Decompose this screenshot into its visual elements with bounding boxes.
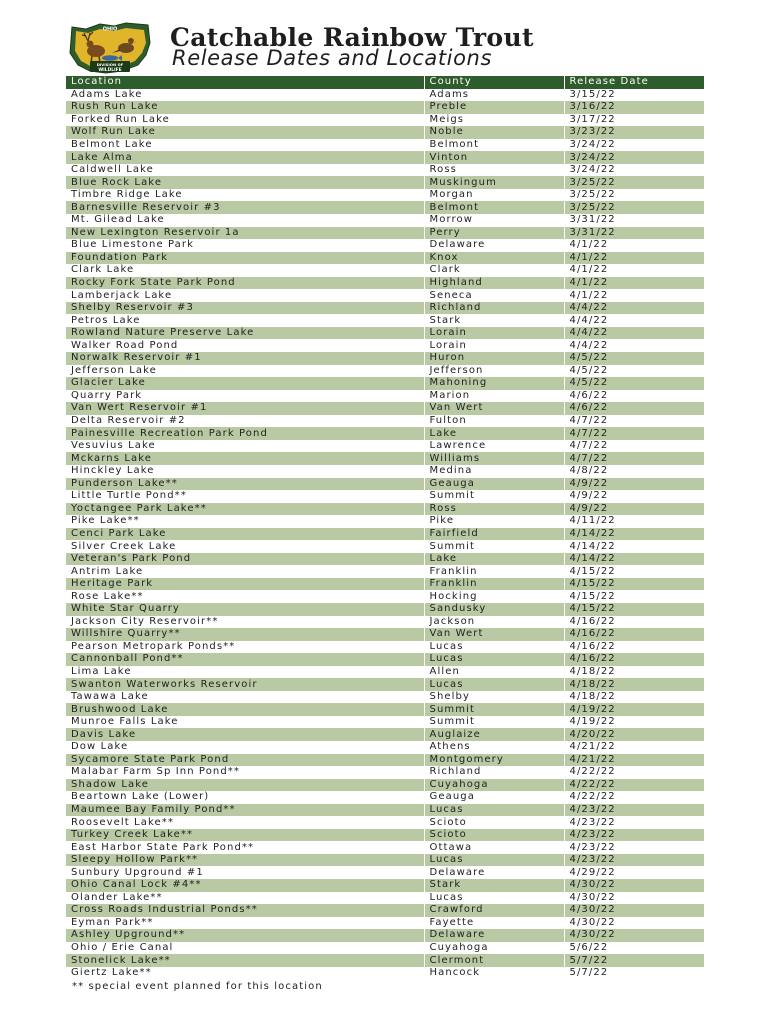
location-cell: Turkey Creek Lake** (66, 829, 424, 842)
table-row (66, 603, 704, 616)
table-row (66, 829, 704, 842)
county-cell: Richland (424, 766, 564, 779)
location-cell: East Harbor State Park Pond** (66, 841, 424, 854)
release-date-cell: 4/20/22 (564, 728, 704, 741)
county-cell: Morgan (424, 189, 564, 202)
county-cell: Meigs (424, 114, 564, 127)
release-date-cell: 4/30/22 (564, 879, 704, 892)
release-date-cell: 4/5/22 (564, 352, 704, 365)
ohio-division-of-wildlife-logo (66, 21, 154, 75)
county-cell: Muskingum (424, 176, 564, 189)
table-row (66, 791, 704, 804)
release-date-cell: 4/14/22 (564, 528, 704, 541)
county-cell: Scioto (424, 829, 564, 842)
county-cell: Stark (424, 314, 564, 327)
table-row (66, 942, 704, 955)
county-cell: Fulton (424, 415, 564, 428)
county-cell: Fairfield (424, 528, 564, 541)
county-cell: Franklin (424, 565, 564, 578)
release-date-cell: 4/19/22 (564, 716, 704, 729)
release-date-cell: 4/30/22 (564, 917, 704, 930)
footnote: ** special event planned for this location (72, 981, 323, 992)
location-cell: Yoctangee Park Lake** (66, 503, 424, 516)
location-cell: Cross Roads Industrial Ponds** (66, 904, 424, 917)
county-cell: Lorain (424, 327, 564, 340)
table-row (66, 227, 704, 240)
table-row (66, 151, 704, 164)
table-row (66, 465, 704, 478)
release-date-cell: 4/23/22 (564, 804, 704, 817)
release-date-cell: 4/15/22 (564, 565, 704, 578)
location-cell: Van Wert Reservoir #1 (66, 402, 424, 415)
county-cell: Adams (424, 89, 564, 102)
table-row (66, 816, 704, 829)
location-cell: Tawawa Lake (66, 691, 424, 704)
release-date-cell: 3/25/22 (564, 176, 704, 189)
county-cell: Huron (424, 352, 564, 365)
location-cell: Heritage Park (66, 578, 424, 591)
location-cell: Veteran's Park Pond (66, 553, 424, 566)
location-cell: Davis Lake (66, 728, 424, 741)
location-cell: Dow Lake (66, 741, 424, 754)
release-date-cell: 4/1/22 (564, 277, 704, 290)
county-cell: Richland (424, 302, 564, 315)
county-cell: Van Wert (424, 402, 564, 415)
column-header-release-date: Release Date (564, 76, 704, 89)
table-row (66, 176, 704, 189)
release-date-cell: 4/22/22 (564, 779, 704, 792)
table-row (66, 678, 704, 691)
location-cell: Rose Lake** (66, 590, 424, 603)
county-cell: Cuyahoga (424, 779, 564, 792)
table-row (66, 503, 704, 516)
release-date-cell: 4/4/22 (564, 327, 704, 340)
county-cell: Shelby (424, 691, 564, 704)
location-cell: Foundation Park (66, 252, 424, 265)
table-row (66, 929, 704, 942)
release-date-cell: 4/22/22 (564, 766, 704, 779)
location-cell: Brushwood Lake (66, 703, 424, 716)
table-row (66, 352, 704, 365)
table-header-row (66, 76, 704, 89)
table-row (66, 302, 704, 315)
county-cell: Geauga (424, 791, 564, 804)
table-row (66, 314, 704, 327)
release-date-cell: 4/8/22 (564, 465, 704, 478)
page-title: Catchable Rainbow Trout (170, 23, 534, 52)
release-date-cell: 4/14/22 (564, 553, 704, 566)
release-date-cell: 3/23/22 (564, 126, 704, 139)
county-cell: Clark (424, 264, 564, 277)
release-date-cell: 3/15/22 (564, 89, 704, 102)
county-cell: Lawrence (424, 440, 564, 453)
table-row (66, 201, 704, 214)
table-row (66, 892, 704, 905)
location-cell: Vesuvius Lake (66, 440, 424, 453)
table-row (66, 189, 704, 202)
release-date-cell: 3/24/22 (564, 139, 704, 152)
logo-bottom-text-1: DIVISION OF (96, 62, 124, 67)
location-cell: Blue Rock Lake (66, 176, 424, 189)
county-cell: Hancock (424, 967, 564, 980)
table-row (66, 616, 704, 629)
release-date-cell: 3/31/22 (564, 227, 704, 240)
release-date-cell: 3/25/22 (564, 189, 704, 202)
release-table-container (66, 76, 704, 979)
release-date-cell: 4/16/22 (564, 628, 704, 641)
release-date-cell: 4/23/22 (564, 841, 704, 854)
table-row (66, 628, 704, 641)
table-row (66, 427, 704, 440)
release-date-cell: 4/5/22 (564, 365, 704, 378)
location-cell: Clark Lake (66, 264, 424, 277)
logo-bottom-text-2: WILDLIFE (98, 68, 122, 73)
release-date-cell: 4/21/22 (564, 741, 704, 754)
location-cell: Rowland Nature Preserve Lake (66, 327, 424, 340)
table-row (66, 691, 704, 704)
location-cell: Olander Lake** (66, 892, 424, 905)
release-date-cell: 4/21/22 (564, 754, 704, 767)
county-cell: Summit (424, 490, 564, 503)
release-date-cell: 4/18/22 (564, 691, 704, 704)
county-cell: Crawford (424, 904, 564, 917)
table-row (66, 854, 704, 867)
table-row (66, 728, 704, 741)
table-row (66, 904, 704, 917)
county-cell: Summit (424, 703, 564, 716)
location-cell: Shelby Reservoir #3 (66, 302, 424, 315)
table-row (66, 365, 704, 378)
county-cell: Jefferson (424, 365, 564, 378)
location-cell: Beartown Lake (Lower) (66, 791, 424, 804)
location-cell: Glacier Lake (66, 377, 424, 390)
table-body (66, 89, 704, 980)
location-cell: Quarry Park (66, 390, 424, 403)
location-cell: Shadow Lake (66, 779, 424, 792)
release-date-cell: 5/7/22 (564, 967, 704, 980)
release-date-cell: 4/1/22 (564, 264, 704, 277)
column-header-county: County (424, 76, 564, 89)
county-cell: Ottawa (424, 841, 564, 854)
county-cell: Lucas (424, 854, 564, 867)
release-date-cell: 4/16/22 (564, 616, 704, 629)
county-cell: Ross (424, 164, 564, 177)
release-date-cell: 4/15/22 (564, 590, 704, 603)
location-cell: Sleepy Hollow Park** (66, 854, 424, 867)
county-cell: Clermont (424, 954, 564, 967)
table-row (66, 377, 704, 390)
county-cell: Geauga (424, 478, 564, 491)
county-cell: Pike (424, 515, 564, 528)
table-row (66, 264, 704, 277)
county-cell: Athens (424, 741, 564, 754)
location-cell: Roosevelt Lake** (66, 816, 424, 829)
county-cell: Lake (424, 553, 564, 566)
release-date-cell: 4/9/22 (564, 490, 704, 503)
release-date-cell: 4/18/22 (564, 666, 704, 679)
county-cell: Lucas (424, 653, 564, 666)
location-cell: Silver Creek Lake (66, 540, 424, 553)
county-cell: Knox (424, 252, 564, 265)
county-cell: Medina (424, 465, 564, 478)
county-cell: Morrow (424, 214, 564, 227)
location-cell: Belmont Lake (66, 139, 424, 152)
county-cell: Lucas (424, 892, 564, 905)
location-cell: Ashley Upground** (66, 929, 424, 942)
release-date-cell: 4/6/22 (564, 402, 704, 415)
county-cell: Seneca (424, 289, 564, 302)
location-cell: Cannonball Pond** (66, 653, 424, 666)
location-cell: Petros Lake (66, 314, 424, 327)
table-row (66, 766, 704, 779)
location-cell: New Lexington Reservoir 1a (66, 227, 424, 240)
location-cell: Sunbury Upground #1 (66, 866, 424, 879)
location-cell: Painesville Recreation Park Pond (66, 427, 424, 440)
page-header (0, 0, 768, 76)
location-cell: Giertz Lake** (66, 967, 424, 980)
table-row (66, 528, 704, 541)
release-date-cell: 3/24/22 (564, 151, 704, 164)
release-date-cell: 4/14/22 (564, 540, 704, 553)
release-date-cell: 4/16/22 (564, 653, 704, 666)
table-row (66, 703, 704, 716)
table-row (66, 252, 704, 265)
county-cell: Highland (424, 277, 564, 290)
location-cell: Rush Run Lake (66, 101, 424, 114)
location-cell: Walker Road Pond (66, 339, 424, 352)
location-cell: Willshire Quarry** (66, 628, 424, 641)
county-cell: Lucas (424, 804, 564, 817)
release-date-cell: 4/1/22 (564, 252, 704, 265)
release-date-cell: 4/16/22 (564, 641, 704, 654)
table-row (66, 716, 704, 729)
table-row (66, 866, 704, 879)
county-cell: Belmont (424, 201, 564, 214)
release-date-cell: 4/1/22 (564, 239, 704, 252)
location-cell: Munroe Falls Lake (66, 716, 424, 729)
release-date-cell: 4/1/22 (564, 289, 704, 302)
table-row (66, 841, 704, 854)
table-row (66, 478, 704, 491)
table-row (66, 578, 704, 591)
table-row (66, 139, 704, 152)
table-row (66, 967, 704, 980)
table-row (66, 954, 704, 967)
county-cell: Delaware (424, 239, 564, 252)
release-date-cell: 4/4/22 (564, 302, 704, 315)
county-cell: Van Wert (424, 628, 564, 641)
location-cell: Malabar Farm Sp Inn Pond** (66, 766, 424, 779)
county-cell: Auglaize (424, 728, 564, 741)
table-row (66, 540, 704, 553)
release-date-cell: 4/4/22 (564, 339, 704, 352)
release-date-cell: 4/7/22 (564, 440, 704, 453)
table-row (66, 917, 704, 930)
table-row (66, 490, 704, 503)
location-cell: White Star Quarry (66, 603, 424, 616)
release-date-cell: 3/24/22 (564, 164, 704, 177)
location-cell: Eyman Park** (66, 917, 424, 930)
release-date-cell: 4/7/22 (564, 415, 704, 428)
release-date-cell: 4/9/22 (564, 503, 704, 516)
release-date-cell: 4/22/22 (564, 791, 704, 804)
location-cell: Sycamore State Park Pond (66, 754, 424, 767)
county-cell: Perry (424, 227, 564, 240)
release-date-cell: 4/7/22 (564, 427, 704, 440)
location-cell: Forked Run Lake (66, 114, 424, 127)
table-row (66, 754, 704, 767)
table-row (66, 879, 704, 892)
release-date-cell: 5/7/22 (564, 954, 704, 967)
county-cell: Allen (424, 666, 564, 679)
release-date-cell: 4/30/22 (564, 904, 704, 917)
location-cell: Wolf Run Lake (66, 126, 424, 139)
table-row (66, 277, 704, 290)
release-date-cell: 4/19/22 (564, 703, 704, 716)
release-date-cell: 3/31/22 (564, 214, 704, 227)
location-cell: Ohio Canal Lock #4** (66, 879, 424, 892)
county-cell: Montgomery (424, 754, 564, 767)
table-row (66, 289, 704, 302)
release-date-cell: 4/23/22 (564, 854, 704, 867)
table-row (66, 327, 704, 340)
location-cell: Little Turtle Pond** (66, 490, 424, 503)
release-date-cell: 4/30/22 (564, 892, 704, 905)
county-cell: Scioto (424, 816, 564, 829)
county-cell: Hocking (424, 590, 564, 603)
release-date-cell: 4/23/22 (564, 829, 704, 842)
location-cell: Stonelick Lake** (66, 954, 424, 967)
release-date-cell: 4/11/22 (564, 515, 704, 528)
release-date-cell: 4/18/22 (564, 678, 704, 691)
county-cell: Williams (424, 452, 564, 465)
location-cell: Delta Reservoir #2 (66, 415, 424, 428)
location-cell: Caldwell Lake (66, 164, 424, 177)
release-date-cell: 4/9/22 (564, 478, 704, 491)
table-row (66, 239, 704, 252)
release-date-cell: 4/6/22 (564, 390, 704, 403)
county-cell: Lorain (424, 339, 564, 352)
location-cell: Punderson Lake** (66, 478, 424, 491)
county-cell: Ross (424, 503, 564, 516)
table-row (66, 101, 704, 114)
table-row (66, 440, 704, 453)
location-cell: Jefferson Lake (66, 365, 424, 378)
location-cell: Lima Lake (66, 666, 424, 679)
county-cell: Fayette (424, 917, 564, 930)
table-row (66, 390, 704, 403)
county-cell: Summit (424, 716, 564, 729)
location-cell: Ohio / Erie Canal (66, 942, 424, 955)
location-cell: Timbre Ridge Lake (66, 189, 424, 202)
county-cell: Lucas (424, 678, 564, 691)
county-cell: Delaware (424, 929, 564, 942)
county-cell: Delaware (424, 866, 564, 879)
county-cell: Stark (424, 879, 564, 892)
location-cell: Barnesville Reservoir #3 (66, 201, 424, 214)
release-table (66, 76, 704, 979)
location-cell: Lake Alma (66, 151, 424, 164)
table-row (66, 114, 704, 127)
table-row (66, 515, 704, 528)
county-cell: Mahoning (424, 377, 564, 390)
county-cell: Summit (424, 540, 564, 553)
county-cell: Noble (424, 126, 564, 139)
county-cell: Lucas (424, 641, 564, 654)
release-date-cell: 4/30/22 (564, 929, 704, 942)
location-cell: Mt. Gilead Lake (66, 214, 424, 227)
location-cell: Jackson City Reservoir** (66, 616, 424, 629)
location-cell: Blue Limestone Park (66, 239, 424, 252)
column-header-location: Location (66, 76, 424, 89)
release-date-cell: 4/23/22 (564, 816, 704, 829)
table-row (66, 553, 704, 566)
release-date-cell: 4/5/22 (564, 377, 704, 390)
location-cell: Mckarns Lake (66, 452, 424, 465)
table-row (66, 590, 704, 603)
table-row (66, 779, 704, 792)
location-cell: Pike Lake** (66, 515, 424, 528)
county-cell: Sandusky (424, 603, 564, 616)
county-cell: Jackson (424, 616, 564, 629)
location-cell: Norwalk Reservoir #1 (66, 352, 424, 365)
table-row (66, 565, 704, 578)
location-cell: Maumee Bay Family Pond** (66, 804, 424, 817)
location-cell: Rocky Fork State Park Pond (66, 277, 424, 290)
release-date-cell: 5/6/22 (564, 942, 704, 955)
table-row (66, 89, 704, 102)
county-cell: Preble (424, 101, 564, 114)
table-row (66, 452, 704, 465)
release-date-cell: 4/15/22 (564, 603, 704, 616)
release-date-cell: 4/29/22 (564, 866, 704, 879)
county-cell: Marion (424, 390, 564, 403)
county-cell: Cuyahoga (424, 942, 564, 955)
table-row (66, 641, 704, 654)
release-date-cell: 4/15/22 (564, 578, 704, 591)
location-cell: Adams Lake (66, 89, 424, 102)
table-row (66, 402, 704, 415)
county-cell: Franklin (424, 578, 564, 591)
table-row (66, 214, 704, 227)
table-row (66, 126, 704, 139)
page-subtitle: Release Dates and Locations (172, 46, 492, 70)
table-row (66, 339, 704, 352)
county-cell: Lake (424, 427, 564, 440)
release-date-cell: 4/4/22 (564, 314, 704, 327)
location-cell: Lamberjack Lake (66, 289, 424, 302)
location-cell: Cenci Park Lake (66, 528, 424, 541)
table-row (66, 164, 704, 177)
table-row (66, 804, 704, 817)
location-cell: Swanton Waterworks Reservoir (66, 678, 424, 691)
table-row (66, 415, 704, 428)
location-cell: Antrim Lake (66, 565, 424, 578)
table-row (66, 741, 704, 754)
table-row (66, 666, 704, 679)
release-date-cell: 3/25/22 (564, 201, 704, 214)
location-cell: Hinckley Lake (66, 465, 424, 478)
release-date-cell: 3/16/22 (564, 101, 704, 114)
table-row (66, 653, 704, 666)
county-cell: Vinton (424, 151, 564, 164)
release-date-cell: 3/17/22 (564, 114, 704, 127)
location-cell: Pearson Metropark Ponds** (66, 641, 424, 654)
county-cell: Belmont (424, 139, 564, 152)
release-date-cell: 4/7/22 (564, 452, 704, 465)
logo-top-text: OHIO (102, 26, 118, 33)
